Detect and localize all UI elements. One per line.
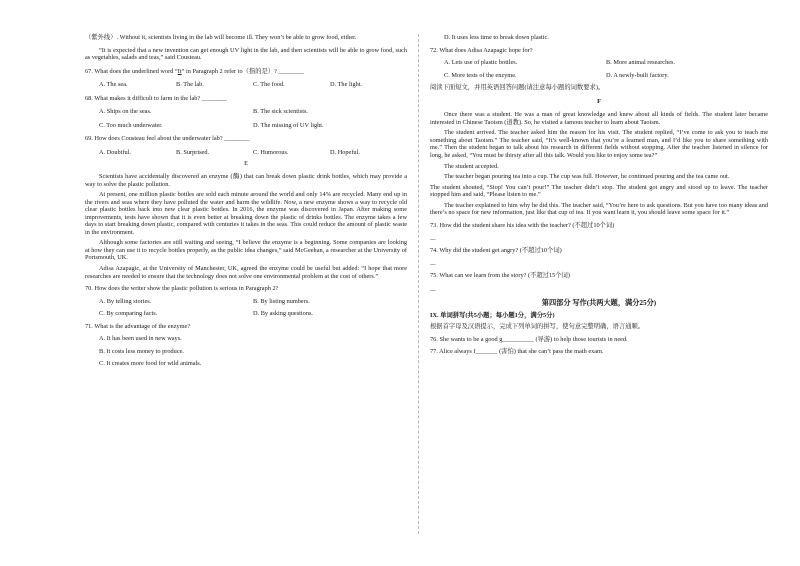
question-75-stem: 75. What can we learn from the story? (不超过15个词) (430, 272, 570, 280)
left-column (85, 34, 407, 368)
option-b[interactable]: B. Surprised. (176, 148, 210, 156)
question-67-stem: 67. What does the underlined word “It” in Paragraph 2 refer to（指的是）? ________ (85, 67, 304, 75)
question-76[interactable]: 76. She wants to be a good g__________ (导游) to help those tourists in need. (430, 335, 628, 343)
question-68-options-row1 (85, 108, 407, 116)
passage-e-paragraph-2: At present, one million plastic bottles are sold each minute around the world and only 14% are recycled. Many end up in the rivers and seas where they have polluted the water and harm the wildlife. Now, a new enzyme shows a way to recycle old clear plastic bottles back into new clear plastic bottles. In 2016, the enzyme was discovered in Japan. After making some improvements, tests have shown that it is even better at breaking down the plastic of drinks bottles. The enzyme takes a few days to start breaking down plastic, compared with centuries it takes in the seas. This could reduce the amount of plastic waste in the environment. (85, 191, 407, 236)
passage-f-paragraph-4: The teacher began pouring tea into a cup. The cup was full. However, he continued pouring and the tea came out. (444, 173, 730, 181)
question-68-stem: 68. What makes it difficult to farm in the lab? ________ (85, 94, 227, 102)
section-9-instruction: 根据首字母及汉语提示，完成下列单词的拼写，使句意完整明确，语言通顺。 (430, 323, 645, 331)
question-69-stem: 69. How does Cousteau feel about the underwater lab? ________ (85, 135, 250, 143)
passage-f-paragraph-3: The student accepted. (444, 162, 499, 170)
passage-f-title: F (597, 97, 601, 105)
option-b[interactable]: B. The sick scientists. (253, 108, 308, 116)
passage-e-title: E (244, 160, 248, 168)
option-a[interactable]: A. Ships on the seas. (99, 108, 152, 116)
question-71-stem: 71. What is the advantage of the enzyme? (85, 322, 191, 330)
passage-d-tail: （紫外线）. Without it, scientists living in the lab will become ill. They won’t be able to grow food, either. (85, 34, 357, 41)
question-70-stem: 70. How does the writer show the plastic pollution is serious in Paragraph 2? (85, 285, 279, 293)
underlined-word: It (177, 67, 182, 75)
question-72-stem: 72. What does Adisa Azapagic hope for? (430, 46, 533, 54)
passage-e-paragraph-4: Adisa Azapagic, at the University of Manchester, UK, agreed the enzyme could be useful but added: “I hope that more researches are needed to ensure that the technology does not solve one environmental problem at the cost of others.” (85, 265, 407, 280)
option-a[interactable]: A. Lets use of plastic bottles. (444, 59, 518, 67)
option-d[interactable]: D. It uses less time to break down plastic. (444, 34, 549, 41)
option-a[interactable]: A. Doubtful. (99, 148, 132, 156)
question-73-answer-line[interactable]: __ (430, 234, 436, 242)
option-c[interactable]: C. It creates more food for wild animals. (99, 360, 202, 368)
question-67-options (85, 81, 407, 89)
option-b[interactable]: B. By listing numbers. (253, 297, 310, 305)
passage-f-paragraph-5: The student shouted, “Stop! You can’t pour!” The teacher didn’t stop. The student got angry and stood up to leave. The teacher stopped him and said, “Please listen to me.” (430, 183, 768, 199)
question-69-options (85, 149, 407, 157)
option-b[interactable]: B. More animal researches. (606, 59, 676, 67)
option-d[interactable]: D. By asking questions. (253, 310, 313, 318)
option-b[interactable]: B. The lab. (176, 81, 204, 89)
passage-e-paragraph-1: Scientists have accidentally discovered an enzyme (酶) that can break down plastic drink bottles, which may provide a way to solve the plastic pollution. (85, 173, 407, 188)
question-74-stem: 74. Why did the student get angry? (不超过10个词) (430, 246, 562, 254)
passage-f-paragraph-1: Once there was a student. He was a man of great knowledge and knew about all kinds of fields. The student later became interested in Chinese Taoism (道教). So, he visited a famous teacher to learn about Taoism. (430, 111, 768, 126)
option-d[interactable]: D. Hopeful. (330, 148, 360, 156)
option-a[interactable]: A. The sea. (99, 81, 128, 89)
option-c[interactable]: C. More tests of the enzyme. (444, 71, 517, 79)
option-a[interactable]: A. It has been used in new ways. (99, 335, 182, 343)
question-75-answer-line[interactable]: __ (430, 284, 436, 292)
option-b[interactable]: B. It costs less money to produce. (99, 347, 184, 355)
option-c[interactable]: C. Too much underwater. (99, 121, 163, 129)
part-4-title: 第四部分 写作(共两大题，满分25分) (541, 299, 657, 308)
question-77[interactable]: 77. Alice always f_______ (害怕) that she can’t pass the math exam. (430, 348, 604, 356)
passage-f-instruction: 阅读下面短文，并用英语回答问题(请注意每小题的词数要求)。 (430, 84, 605, 92)
question-72-options-row2 (430, 72, 768, 80)
option-c[interactable]: C. Humorous. (253, 148, 289, 156)
option-c[interactable]: C. The food. (253, 81, 285, 89)
passage-d-quote: “It is expected that a new invention can get enough UV light in the lab, and then scientists will be able to grow food, such as vegetables, salads and teas,” said Cousteau. (85, 46, 407, 62)
option-c[interactable]: C. By comparing facts. (99, 310, 158, 318)
question-74-answer-line[interactable]: __ (430, 259, 436, 267)
question-68-options-row2 (85, 122, 407, 130)
option-d[interactable]: D. A newly-built factory. (606, 71, 669, 79)
option-d[interactable]: D. The missing of UV light. (253, 121, 324, 129)
option-d[interactable]: D. The light. (330, 81, 363, 89)
column-divider (418, 34, 419, 534)
passage-f-paragraph-2: The student arrived. The teacher asked him the reason for his visit. The student replied, “I’ve come to ask you to teach me something about Taoism.” The teacher said, “It’s well-known that you’re a learned man, and I’d like you to share something with me.” Then the student began to talk about his research in different fields without stopping. After the teacher listened in silence for long, he asked, “You must be thirsty after all this talk. Would you like to enjoy some tea?” (430, 129, 768, 160)
question-70-options-row2 (85, 310, 407, 318)
section-9-title: IX. 单词拼写(共5小题；每小题1分，满分5分) (430, 311, 555, 319)
question-70-options-row1 (85, 298, 407, 306)
passage-f-paragraph-6: The teacher explained to him why he did this. The teacher said, “You’re here to ask questions. But you have too many ideas and there’s no space for new information, just like that cup of tea. If you want learn it, you should leave some space for it.” (430, 201, 768, 217)
option-a[interactable]: A. By telling stories. (99, 297, 152, 305)
right-column (430, 34, 768, 356)
question-72-options-row1 (430, 59, 768, 67)
passage-e-paragraph-3: Although some factories are still waiting and seeing, “I believe the enzyme is a beginning. Some companies are looking at how they can use it to recycle bottles properly, as the public idea changes,” said McGeehan, a researcher at the University of Portsmouth, UK. (85, 239, 407, 262)
question-73-stem: 73. How did the student share his idea with the teacher? (不超过10个词) (430, 221, 615, 229)
